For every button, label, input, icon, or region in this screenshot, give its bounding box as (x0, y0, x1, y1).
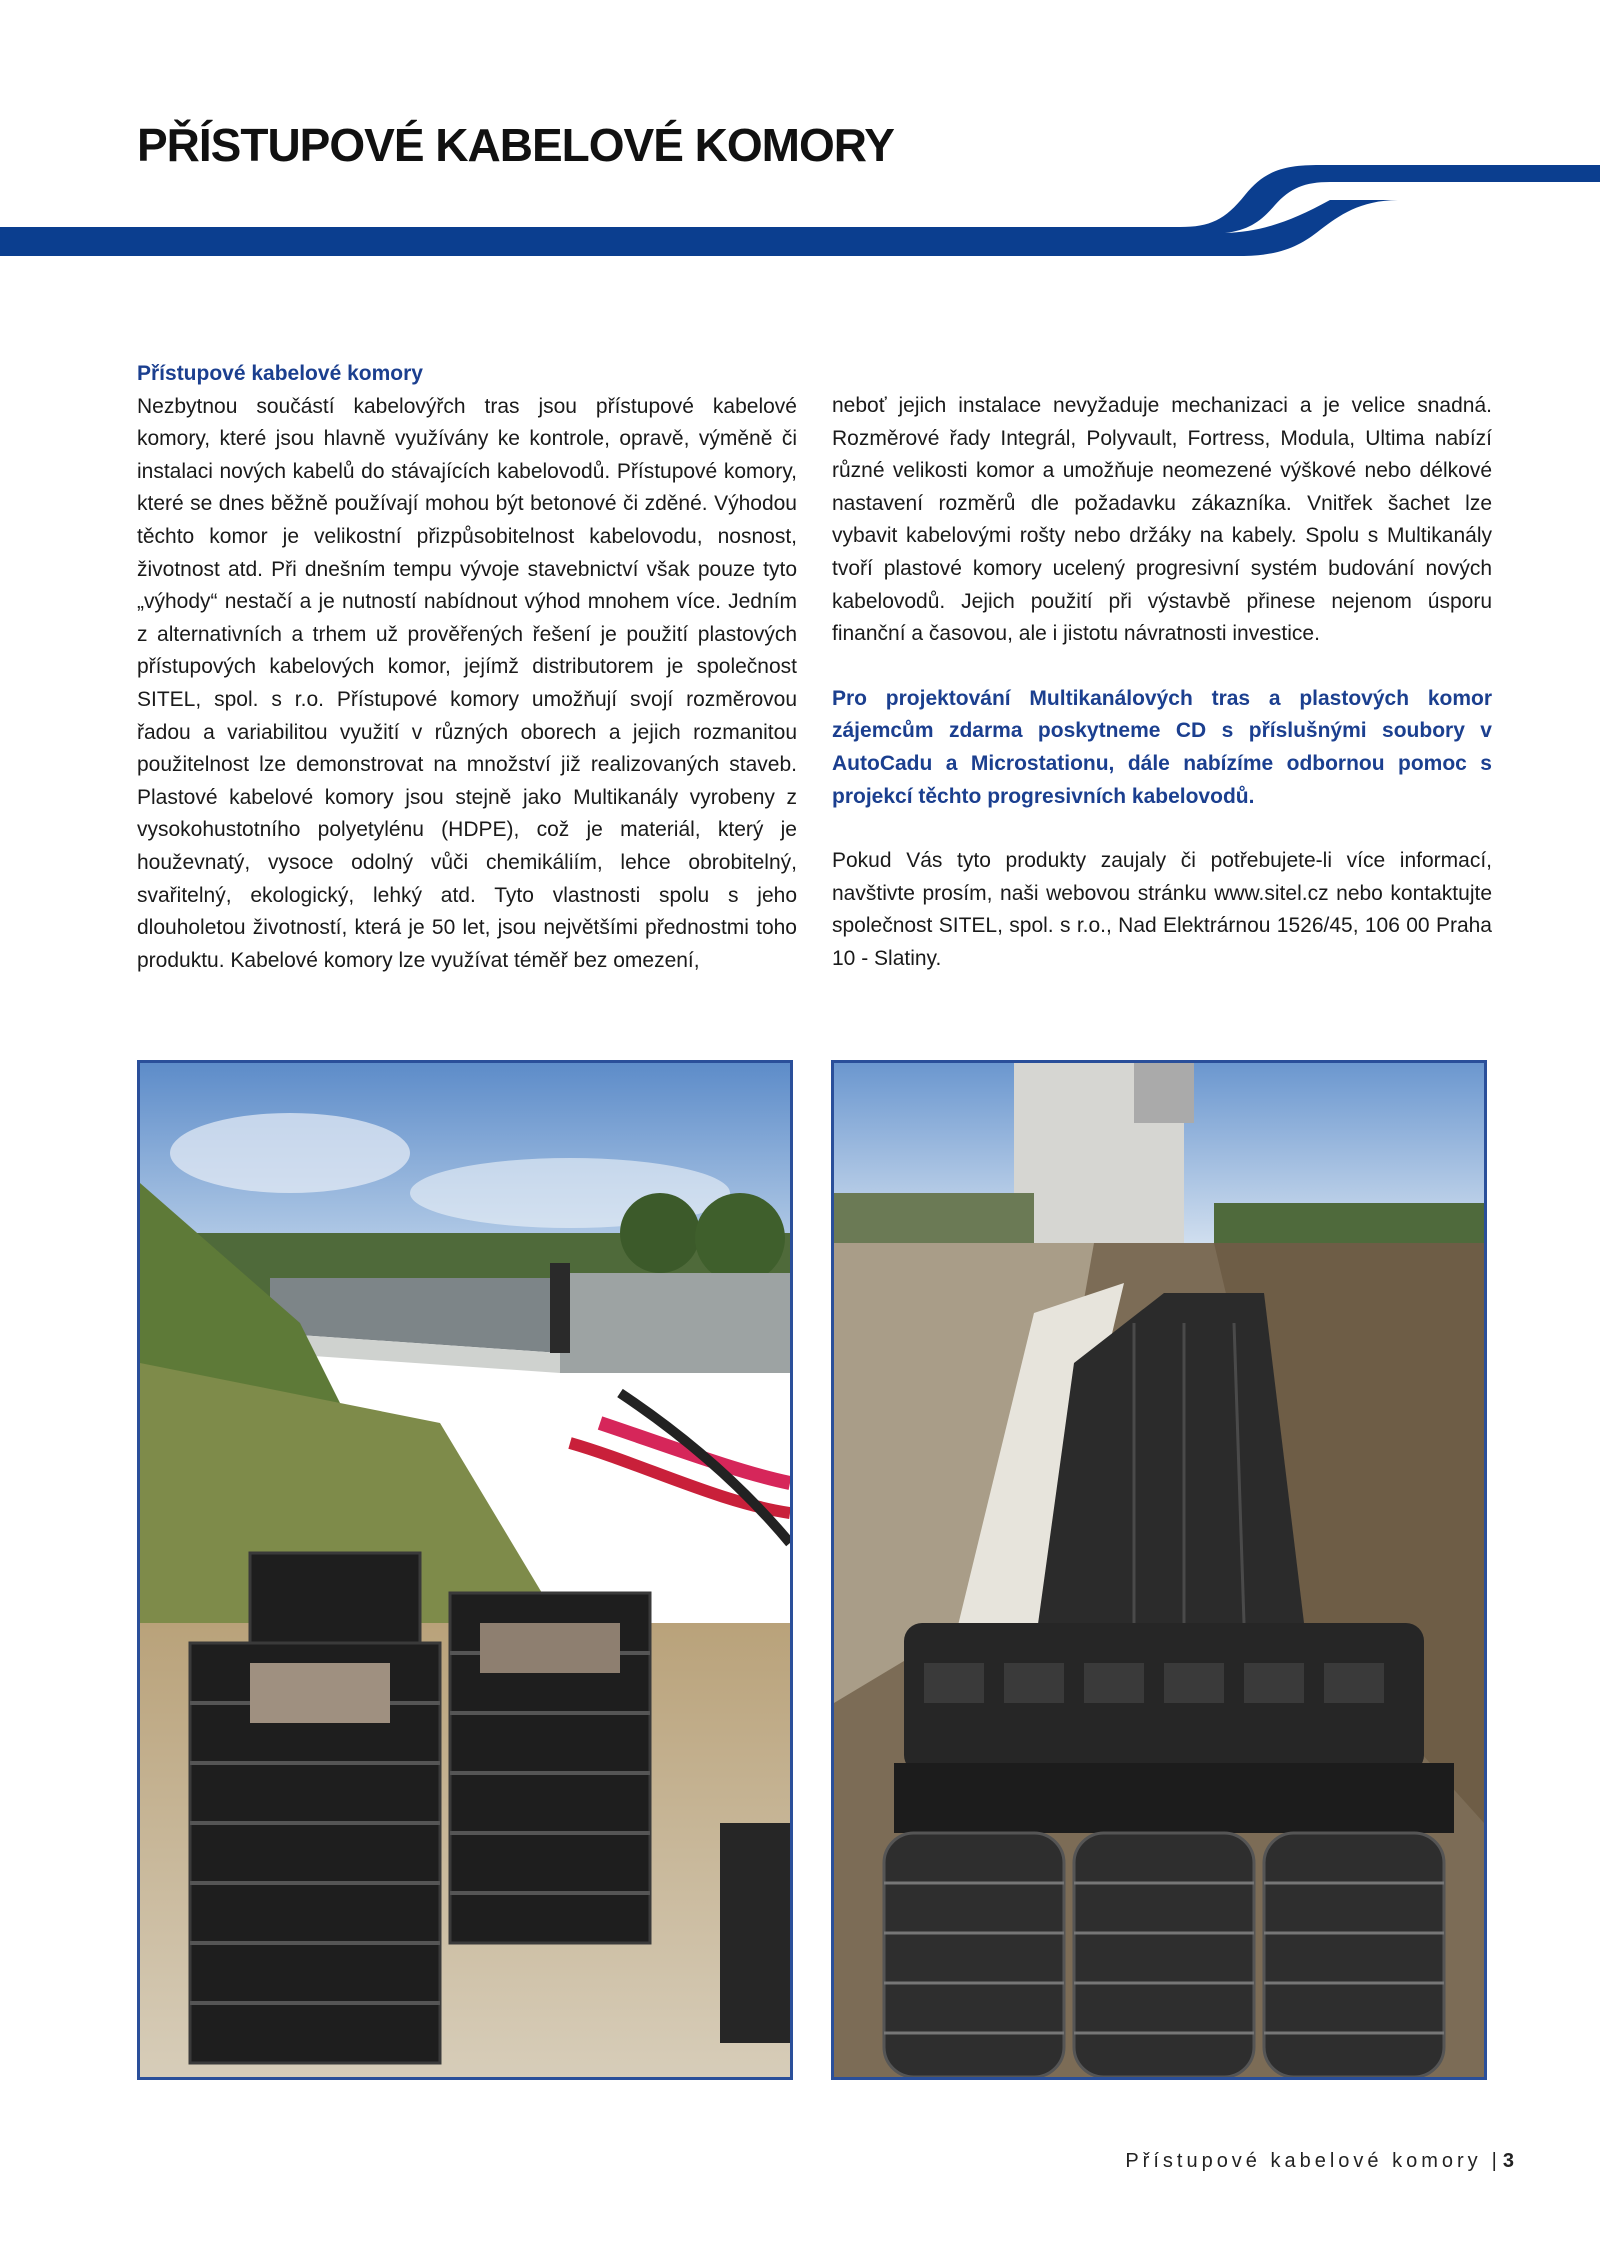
footer-separator: | (1491, 2150, 1497, 2172)
photo-stacked-chambers (137, 1060, 793, 2080)
photo-chambers-in-trench (831, 1060, 1487, 2080)
section-subheading: Přístupové kabelové komory (137, 362, 423, 385)
page-title: PŘÍSTUPOVÉ KABELOVÉ KOMORY (137, 119, 894, 171)
page-number: 3 (1502, 2150, 1514, 2172)
footer-section-label: Přístupové kabelové komory (1125, 2150, 1482, 2172)
header-brand-band (0, 160, 1600, 260)
cd-offer-paragraph: Pro projektování Multikanálových tras a plastových komor zájemcům zdarma poskytneme CD s příslušnými soubory v AutoCadu a Microstationu, dále nabízíme odbornou pomoc s projekcí těchto progresivních kabelovodů. (832, 686, 1492, 808)
intro-paragraph: Nezbytnou součástí kabelovýřch tras jsou přístupové kabelové komory, které jsou hlavně využívány ke kontrole, opravě, výměně či instalaci nových kabelů do stávajících kabelovodů. Přístupové komory, které se dnes běžně používají mohou být betonové či zděné. Výhodou těchto komor je velikostní přizpůsobitelnost kabelovodu, nosnost, životnost atd. Při dnešním tempu vývoje stavebnictví však pouze tyto „výhody“ nestačí a je nutností nabídnout výhod mnohem více. Jedním z alternativních a trhem už prověřených řešení je použití plastových přístupových kabelových komor, jejímž distributorem je společnost SITEL, spol. s r.o. Přístupové komory umožňují svojí rozměrovou řadou a variabilitou využití v různých oborech a jejich rozmanitou použitelnost lze demonstrovat na množství již realizovaných staveb. Plastové kabelové komory jsou stejně jako Multikanály vyrobeny z vysokohustotního polyetylénu (HDPE), což je materiál, který je houževnatý, vysoce odolný vůči chemikáliím, lehce obrobitelný, svařitelný, ekologický, lehký atd. Tyto vlastnosti spolu s jeho dlouholetou životností, která je 50 let, jsou největšími přednostmi toho produktu. Kabelové komory lze využívat téměř bez omezení, (137, 394, 797, 972)
contact-paragraph: Pokud Vás tyto produkty zaujaly či potřebujete-li více informací, navštivte prosím, naši webovou stránku www.sitel.cz nebo kontaktujte společnost SITEL, spol. s r.o., Nad Elektrárnou 1526/45, 106 00 Praha 10 - Slatiny. (832, 849, 1492, 970)
right-text-column (832, 390, 1492, 976)
page-footer (1125, 2150, 1514, 2173)
continuation-paragraph: neboť jejich instalace nevyžaduje mechanizaci a je velice snadná. Rozměrové řady Integrál, Polyvault, Fortress, Modula, Ultima nabízí různé velikosti komor a umožňuje neomezené výškové nebo délkové nastavení rozměrů dle požadavku zákazníka. Vnitřek šachet lze vybavit kabelovými rošty nebo držáky na kabely. Spolu s Multikanály tvoří plastové komory ucelený progresivní systém budování nových kabelovodů. Jejich použití při výstavbě přinese nejenom úsporu finanční a časovou, ale i jistotu návratnosti investice. (832, 394, 1492, 646)
left-text-column (137, 358, 797, 977)
